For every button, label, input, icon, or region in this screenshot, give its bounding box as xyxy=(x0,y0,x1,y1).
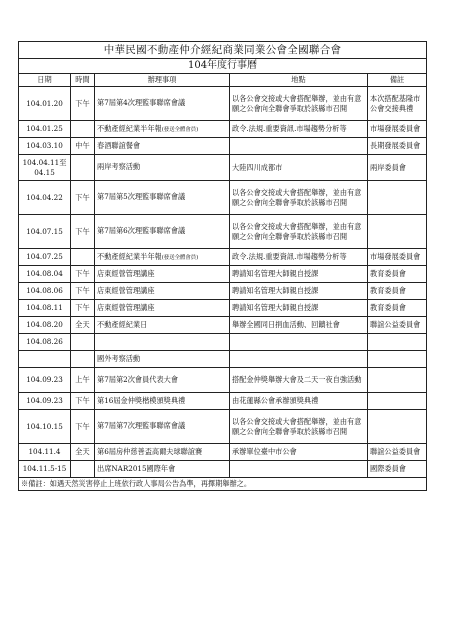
row-time xyxy=(71,461,95,478)
table-row xyxy=(19,393,427,410)
row-event xyxy=(95,334,230,351)
row-date xyxy=(19,300,71,317)
row-desc xyxy=(230,155,368,181)
row-desc xyxy=(230,351,368,368)
row-event-text: 不動產經紀業日 xyxy=(97,319,148,329)
row-date-text: 104.09.23 xyxy=(26,396,63,405)
row-remark xyxy=(368,351,427,368)
row-event-text: 春酒聯誼餐會 xyxy=(97,140,141,150)
row-time xyxy=(71,334,95,351)
row-desc xyxy=(230,249,368,266)
row-event xyxy=(95,351,230,368)
row-event xyxy=(95,87,230,121)
row-date-text: 104.10.15 xyxy=(26,421,63,431)
header-date: 日期 xyxy=(19,74,71,87)
row-desc-text: 由花蓮縣公會承辦頒獎典禮 xyxy=(232,396,319,405)
row-remark xyxy=(368,249,427,266)
row-time xyxy=(71,266,95,283)
row-desc xyxy=(230,215,368,249)
row-time xyxy=(71,249,95,266)
row-date-text: 104.07.15 xyxy=(26,226,63,236)
row-date xyxy=(19,87,71,121)
row-event xyxy=(95,155,230,181)
row-date xyxy=(19,393,71,410)
row-date xyxy=(19,121,71,138)
row-date xyxy=(19,444,71,461)
row-desc xyxy=(230,317,368,334)
row-desc xyxy=(230,181,368,215)
row-time-text: 全天 xyxy=(75,320,90,329)
row-desc xyxy=(230,393,368,410)
row-event xyxy=(95,215,230,249)
row-remark xyxy=(368,334,427,351)
row-event xyxy=(95,181,230,215)
row-date-text: 104.04.11至04.15 xyxy=(22,157,67,177)
row-remark xyxy=(368,266,427,283)
row-time xyxy=(71,444,95,461)
row-date-text: 104.11.5-15 xyxy=(22,464,67,473)
table-row xyxy=(19,215,427,249)
row-event xyxy=(95,368,230,393)
header-event: 辦理事項 xyxy=(95,74,230,87)
row-event xyxy=(95,121,230,138)
table-row xyxy=(19,300,427,317)
row-remark xyxy=(368,317,427,334)
row-date-text: 104.08.26 xyxy=(26,337,63,346)
row-remark-text: 長期發展委員會 xyxy=(370,141,421,150)
row-event xyxy=(95,317,230,334)
row-event-text: 店東經營管理講座 xyxy=(97,285,155,295)
row-event-text: 第6屆房仲慈善盃高爾夫球聯誼賽 xyxy=(97,446,203,456)
row-date-text: 104.08.04 xyxy=(26,269,63,278)
row-date xyxy=(19,138,71,155)
row-event xyxy=(95,410,230,444)
table-row xyxy=(19,138,427,155)
row-time xyxy=(71,283,95,300)
row-desc xyxy=(230,283,368,300)
row-event xyxy=(95,300,230,317)
table-row xyxy=(19,461,427,478)
row-date xyxy=(19,283,71,300)
row-remark xyxy=(368,393,427,410)
row-date xyxy=(19,215,71,249)
row-desc-text: 聘請知名管理大師親自授課 xyxy=(232,286,319,295)
row-time xyxy=(71,368,95,393)
row-date xyxy=(19,410,71,444)
row-event-note: (發送全體會員) xyxy=(161,254,199,261)
row-date-text: 104.11.4 xyxy=(28,447,61,456)
row-event-text: 兩岸考察活動 xyxy=(97,162,141,171)
row-desc xyxy=(230,266,368,283)
row-remark xyxy=(368,181,427,215)
row-time xyxy=(71,300,95,317)
row-event-text: 第16屆金仲獎楷模頒獎典禮 xyxy=(97,395,186,405)
row-time xyxy=(71,155,95,181)
row-desc xyxy=(230,368,368,393)
row-remark-text: 聯誼公益委員會 xyxy=(370,320,421,329)
row-desc-text: 以各公會交接或大會搭配舉辦，並由有意願之公會向全聯會爭取於該縣市召開 xyxy=(232,93,362,113)
row-time xyxy=(71,215,95,249)
row-date-text: 104.07.25 xyxy=(26,252,63,261)
row-event-text: 第7屆第7次理監事聯席會議 xyxy=(97,421,186,430)
row-remark xyxy=(368,410,427,444)
row-desc xyxy=(230,121,368,138)
row-remark xyxy=(368,155,427,181)
table-row xyxy=(19,368,427,393)
row-remark-text: 聯誼公益委員會 xyxy=(370,447,421,456)
table-row xyxy=(19,181,427,215)
row-date-text: 104.08.11 xyxy=(26,303,63,312)
row-remark-text: 教育委員會 xyxy=(370,303,406,312)
table-row xyxy=(19,283,427,300)
row-time xyxy=(71,317,95,334)
row-remark-text: 教育委員會 xyxy=(370,269,406,278)
row-date-text: 104.01.25 xyxy=(26,124,63,133)
row-time-text: 下午 xyxy=(75,226,90,236)
row-time xyxy=(71,410,95,444)
row-desc-text: 聘請知名管理大師親自授課 xyxy=(232,269,319,278)
row-time-text: 全天 xyxy=(75,447,90,456)
row-event xyxy=(95,266,230,283)
row-event-text: 國外考察活動 xyxy=(97,353,141,363)
row-desc-text: 以各公會交接或大會搭配舉辦，並由有意願之公會向全聯會爭取於該縣市召開 xyxy=(232,187,362,207)
row-event-text: 第7屆第2次會員代表大會 xyxy=(97,374,179,384)
row-event-text: 不動產經紀業半年報 xyxy=(97,123,162,133)
row-time-text: 下午 xyxy=(75,396,90,405)
row-date xyxy=(19,368,71,393)
row-date xyxy=(19,181,71,215)
table-row xyxy=(19,121,427,138)
calendar-body xyxy=(19,87,427,478)
row-remark-text: 市場發展委員會 xyxy=(370,124,421,133)
row-time xyxy=(71,181,95,215)
row-time-text: 下午 xyxy=(75,303,90,312)
row-date-text: 104.04.22 xyxy=(26,192,63,202)
table-row xyxy=(19,410,427,444)
row-desc xyxy=(230,461,368,478)
row-event xyxy=(95,461,230,478)
row-date xyxy=(19,317,71,334)
row-event xyxy=(95,393,230,410)
row-event-text: 不動產經紀業半年報 xyxy=(97,251,162,261)
row-desc-text: 搭配金仲獎舉辦大會及二天一夜自強活動 xyxy=(232,375,362,384)
row-remark-text: 教育委員會 xyxy=(370,286,406,295)
row-event xyxy=(95,444,230,461)
row-event-text: 出席NAR2015國際年會 xyxy=(97,463,176,473)
row-desc-text: 政令.法規.重要資訊.市場趨勢分析等 xyxy=(232,124,347,133)
calendar-table xyxy=(18,41,427,491)
table-row xyxy=(19,155,427,181)
document-subtitle: 104年度行事曆 xyxy=(19,59,427,74)
row-remark xyxy=(368,215,427,249)
row-event-text: 第7屆第4次理監事聯席會議 xyxy=(97,98,186,107)
row-date xyxy=(19,266,71,283)
row-desc xyxy=(230,410,368,444)
row-desc xyxy=(230,87,368,121)
table-row xyxy=(19,87,427,121)
header-remark: 備註 xyxy=(368,74,427,87)
row-remark xyxy=(368,87,427,121)
row-remark xyxy=(368,368,427,393)
table-row xyxy=(19,444,427,461)
row-date-text: 104.08.20 xyxy=(26,320,63,329)
row-remark xyxy=(368,121,427,138)
row-remark-text: 市場發展委員會 xyxy=(370,252,421,261)
row-event-text: 第7屆第5次理監事聯席會議 xyxy=(97,192,186,201)
row-desc-text: 舉辦全國同日捐血活動、回饋社會 xyxy=(232,320,340,329)
calendar-sheet xyxy=(18,41,426,491)
row-event-text: 第7屆第6次理監事聯席會議 xyxy=(97,226,186,235)
row-event-text: 店東經營管理講座 xyxy=(97,268,155,278)
row-time-text: 下午 xyxy=(75,98,90,108)
row-time xyxy=(71,87,95,121)
header-row xyxy=(19,74,427,87)
footnote: ※備註：如遇天然災害停止上班依行政人事局公告為準，再擇期舉辦之。 xyxy=(19,478,427,491)
row-date xyxy=(19,155,71,181)
row-time xyxy=(71,393,95,410)
row-time-text: 下午 xyxy=(75,421,90,431)
row-remark-text: 國際委員會 xyxy=(370,464,406,473)
row-desc-text: 以各公會交接或大會搭配舉辦，並由有意願之公會向全聯會爭取於該縣市召開 xyxy=(232,221,362,241)
row-time-text: 上午 xyxy=(75,375,90,384)
table-row xyxy=(19,249,427,266)
row-remark xyxy=(368,300,427,317)
row-event-text: 店東經營管理講座 xyxy=(97,302,155,312)
row-remark-text: 兩岸委員會 xyxy=(370,162,406,172)
row-desc-text: 政令.法規.重要資訊.市場趨勢分析等 xyxy=(232,252,347,261)
row-desc xyxy=(230,334,368,351)
table-row xyxy=(19,334,427,351)
row-date-text: 104.09.23 xyxy=(26,375,63,384)
row-date-text: 104.01.20 xyxy=(26,98,63,108)
row-date xyxy=(19,461,71,478)
row-date xyxy=(19,249,71,266)
row-desc xyxy=(230,444,368,461)
row-remark xyxy=(368,444,427,461)
row-event-note: (發送全體會員) xyxy=(161,126,199,133)
row-time xyxy=(71,351,95,368)
row-time-text: 下午 xyxy=(75,269,90,278)
row-time-text: 中午 xyxy=(75,141,90,150)
row-date-text: 104.08.06 xyxy=(26,286,63,295)
row-desc-text: 承辦單位臺中市公會 xyxy=(232,447,297,456)
row-event xyxy=(95,138,230,155)
row-time xyxy=(71,121,95,138)
row-event xyxy=(95,283,230,300)
row-remark xyxy=(368,283,427,300)
row-time-text: 下午 xyxy=(75,286,90,295)
row-desc xyxy=(230,300,368,317)
row-desc-text: 大陸四川成都市 xyxy=(232,162,283,172)
table-row xyxy=(19,317,427,334)
document-title: 中華民國不動產仲介經紀商業同業公會全國聯合會 xyxy=(19,42,427,59)
row-desc xyxy=(230,138,368,155)
row-date xyxy=(19,334,71,351)
row-remark-text: 本次搭配基隆市公會交接典禮 xyxy=(370,93,421,113)
row-desc-text: 聘請知名管理大師親自授課 xyxy=(232,303,319,312)
table-row xyxy=(19,266,427,283)
row-event xyxy=(95,249,230,266)
row-date xyxy=(19,351,71,368)
row-remark xyxy=(368,461,427,478)
row-date-text: 104.03.10 xyxy=(26,141,63,150)
row-time xyxy=(71,138,95,155)
table-row xyxy=(19,351,427,368)
row-desc-text: 以各公會交接或大會搭配舉辦，並由有意願之公會向全聯會爭取於該縣市召開 xyxy=(232,416,362,436)
header-time: 時間 xyxy=(71,74,95,87)
row-remark xyxy=(368,138,427,155)
header-desc: 地點 xyxy=(230,74,368,87)
row-time-text: 下午 xyxy=(75,192,90,202)
